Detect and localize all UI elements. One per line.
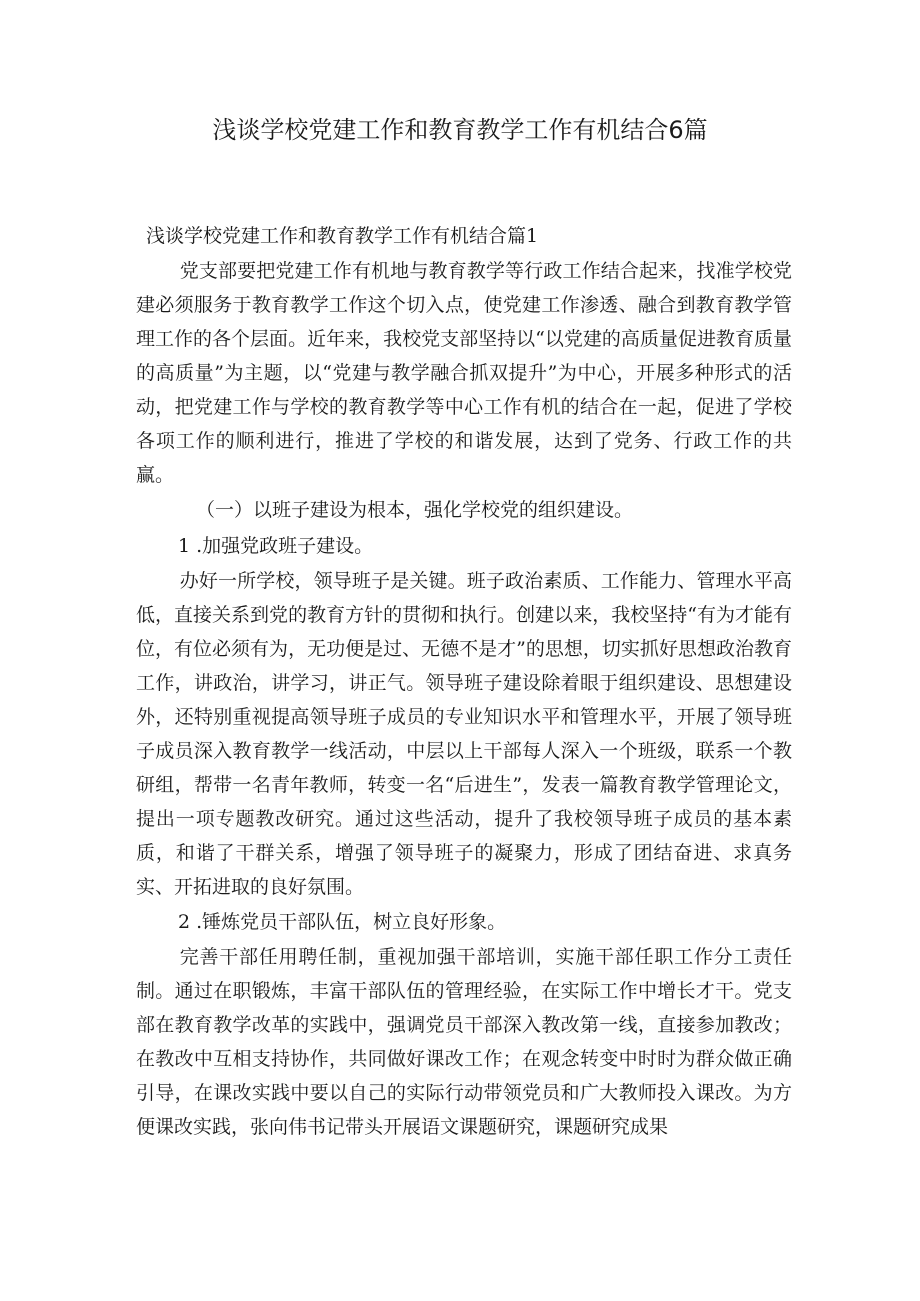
section-heading: 浅谈学校党建工作和教育教学工作有机结合篇1 xyxy=(146,225,539,247)
paragraph-intro: 党支部要把党建工作有机地与教育教学等行政工作结合起来，找准学校党建必须服务于教育教学工作这个切入点，使党建工作渗透、融合到教育教学管理工作的各个层面。近年来，我校党支部坚持以“以党建的高质量促进教育质量的高质量”为主题，以“党建与教学融合抓双提升”为中心，开展多种形式的活动，把党建工作与学校的教育教学等中心工作有机的结合在一起，促进了学校各项工作的顺利进行，推进了学校的和谐发展，达到了党务、行政工作的共赢。 xyxy=(136,260,792,486)
item-heading-1: 1 .加强党政班子建设。 xyxy=(178,535,374,557)
document-title: 浅谈学校党建工作和教育教学工作有机结合6篇 xyxy=(212,116,708,144)
paragraph-leadership: 办好一所学校，领导班子是关键。班子政治素质、工作能力、管理水平高低，直接关系到党的教育方针的贯彻和执行。创建以来，我校坚持“有为才能有位，有位必须有为，无功便是过、无德不是才”的思想，切实抓好思想政治教育工作，讲政治，讲学习，讲正气。领导班子建设除着眼于组织建设、思想建设外，还特别重视提高领导班子成员的专业知识水平和管理水平，开展了领导班子成员深入教育教学一线活动，中层以上干部每人深入一个班级，联系一个教研组，帮带一名青年教师，转变一名“后进生”，发表一篇教育教学管理论文，提出一项专题教改研究。通过这些活动，提升了我校领导班子成员的基本素质，和谐了干群关系，增强了领导班子的凝聚力，形成了团结奋进、求真务实、开拓进取的良好氛围。 xyxy=(136,570,792,898)
item-heading-2: 2 .锤炼党员干部队伍，树立良好形象。 xyxy=(178,911,507,933)
paragraph-cadre: 完善干部任用聘任制，重视加强干部培训，实施干部任职工作分工责任制。通过在职锻炼，丰富干部队伍的管理经验，在实际工作中增长才干。党支部在教育教学改革的实践中，强调党员干部深入教改第一线，直接参加教改；在教改中互相支持协作，共同做好课改工作；在观念转变中时时为群众做正确引导，在课改实践中要以自己的实际行动带领党员和广大教师投入课改。为方便课改实践，张向伟书记带头开展语文课题研究，课题研究成果 xyxy=(136,946,792,1138)
document-body xyxy=(136,218,792,1144)
subheading-team-building: （一）以班子建设为根本，强化学校党的组织建设。 xyxy=(196,499,634,521)
